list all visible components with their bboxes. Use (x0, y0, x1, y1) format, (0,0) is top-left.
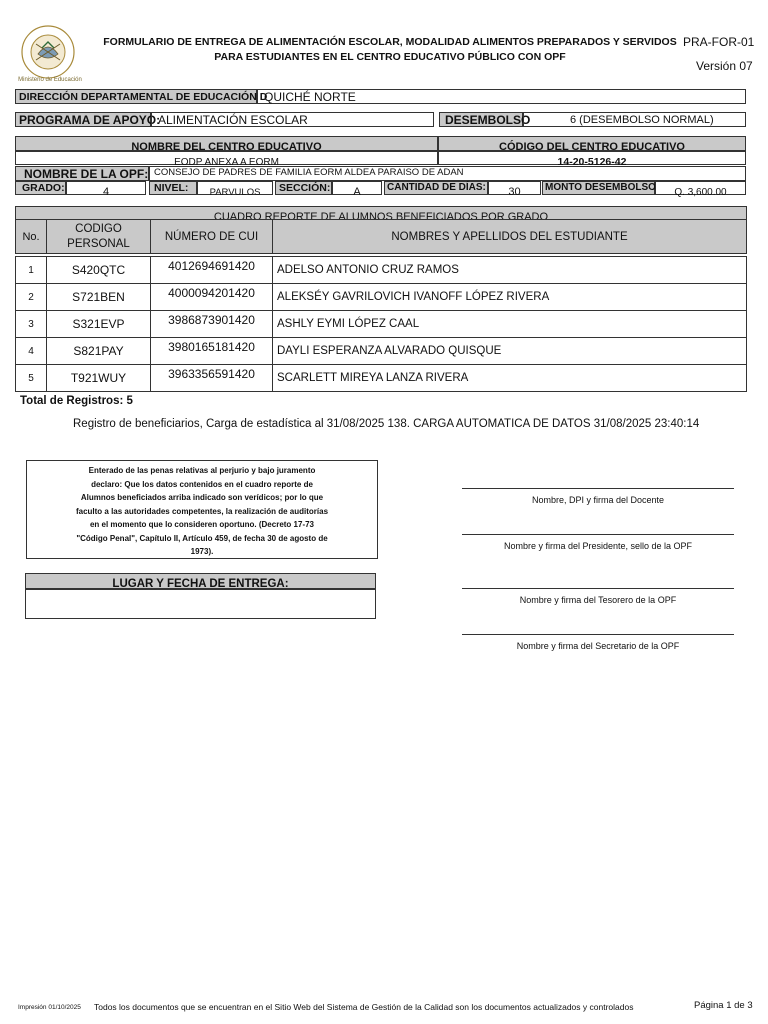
col-nombre-header: NOMBRES Y APELLIDOS DEL ESTUDIANTE (273, 220, 747, 254)
programa-value: ALIMENTACIÓN ESCOLAR (158, 113, 308, 127)
desembolso-value: 6 (DESEMBOLSO NORMAL) (570, 114, 714, 126)
dias-label-box (384, 181, 488, 195)
registro-carga-note: Registro de beneficiarios, Carga de estadística al 31/08/2025 138. CARGA AUTOMATICA DE DATOS 31/08/2025 23:40:14 (73, 418, 700, 430)
opf-value: CONSEJO DE PADRES DE FAMILIA EORM ALDEA PARAISO DE ADAN (154, 167, 464, 178)
dias-label: CANTIDAD DE DÍAS: (387, 182, 486, 193)
opf-value-box (149, 166, 746, 181)
row-nombre: SCARLETT MIREYA LANZA RIVERA (273, 365, 747, 392)
col-codigo-line1: CODIGO (75, 222, 122, 235)
monto-label: MONTO DESEMBOLSO (545, 182, 656, 193)
seccion-label: SECCIÓN: (279, 182, 331, 194)
firma-presidente-line (462, 534, 734, 535)
nivel-label: NIVEL: (154, 182, 189, 194)
row-no: 5 (16, 365, 47, 392)
form-version: Versión 07 (696, 59, 753, 73)
opf-label-box (15, 166, 149, 181)
entrega-label-box (25, 573, 376, 589)
declaracion-box (26, 460, 378, 559)
row-no: 3 (16, 311, 47, 338)
col-cui-header: NÚMERO DE CUI (151, 220, 273, 254)
declaracion-line: faculto a las autoridades competentes, la realización de auditorías (75, 506, 329, 516)
grado-value: 4 (102, 186, 110, 198)
programa-value-box (151, 112, 434, 127)
entrega-label: LUGAR Y FECHA DE ENTREGA: (112, 578, 289, 590)
table-row (16, 257, 747, 284)
table-header-row (16, 220, 747, 254)
form-code: PRA-FOR-01 (683, 35, 755, 49)
firma-presidente-label: Nombre y firma del Presidente, sello de la OPF (503, 541, 693, 551)
row-nombre: ADELSO ANTONIO CRUZ RAMOS (273, 257, 747, 284)
col-codigo-line2: PERSONAL (67, 237, 130, 250)
firma-secretario-line (462, 634, 734, 635)
centro-codigo-value-box (438, 151, 746, 168)
row-no: 1 (16, 257, 47, 284)
form-title-line1: FORMULARIO DE ENTREGA DE ALIMENTACIÓN ESCOLAR, MODALIDAD ALIMENTOS PREPARADOS Y SERVIDOS (103, 36, 677, 48)
col-codigo-header (47, 220, 151, 254)
seccion-value-box (332, 181, 382, 198)
centro-nombre-header (15, 136, 438, 151)
firma-docente-label: Nombre, DPI y firma del Docente (531, 495, 665, 505)
total-registros: Total de Registros: 5 (20, 395, 133, 407)
declaracion-line: declaro: Que los datos contenidos en el cuadro reporte de (91, 479, 313, 489)
table-row (16, 311, 747, 338)
row-nombre: DAYLI ESPERANZA ALVARADO QUISQUE (273, 338, 747, 365)
footer-impresion: Impresión 01/10/2025 (18, 1004, 81, 1011)
opf-label: NOMBRE DE LA OPF: (24, 167, 149, 181)
row-codigo: S721BEN (47, 284, 151, 311)
declaracion-line: "Código Penal", Capítulo II, Artículo 459, de fecha 30 de agosto de (76, 533, 328, 543)
centro-nombre-label: NOMBRE DEL CENTRO EDUCATIVO (131, 141, 322, 153)
desembolso-label-box (439, 112, 531, 127)
firma-tesorero-label: Nombre y firma del Tesorero de la OPF (519, 595, 677, 605)
row-cui: 3980165181420 (151, 338, 273, 365)
row-cui: 4012694691420 (151, 257, 273, 284)
row-codigo: S420QTC (47, 257, 151, 284)
table-row (16, 365, 747, 392)
table-row (16, 284, 747, 311)
grado-value-box (66, 181, 146, 198)
beneficiarios-table (15, 219, 747, 392)
firma-docente-line (462, 488, 734, 489)
row-codigo: T921WUY (47, 365, 151, 392)
declaracion-line: Alumnos beneficiados arriba indicado son verídicos; por lo que (80, 493, 324, 502)
nivel-label-box (149, 181, 197, 195)
centro-nombre-value-box (15, 151, 438, 168)
programa-label: PROGRAMA DE APOYO: (19, 113, 161, 127)
centro-codigo-header (438, 136, 746, 151)
monto-value: Q. 3,600.00 (674, 187, 727, 198)
row-cui: 3963356591420 (151, 365, 273, 392)
declaracion-line: Enterado de las penas relativas al perjurio y bajo juramento (88, 466, 316, 475)
dias-value: 30 (508, 186, 521, 198)
grado-label-box (15, 181, 66, 195)
direccion-value-box (257, 89, 746, 104)
desembolso-label: DESEMBOLSO (445, 113, 531, 127)
firma-tesorero-line (462, 588, 734, 589)
table-row (16, 338, 747, 365)
row-codigo: S321EVP (47, 311, 151, 338)
entrega-value-box[interactable] (25, 589, 376, 619)
direccion-label-box (15, 89, 268, 104)
row-no: 4 (16, 338, 47, 365)
cuadro-title: CUADRO REPORTE DE ALUMNOS BENEFICIADOS POR GRADO (213, 211, 549, 223)
row-cui: 3986873901420 (151, 311, 273, 338)
footer-pagina: Página 1 de 3 (694, 1000, 753, 1011)
form-title-line2: PARA ESTUDIANTES EN EL CENTRO EDUCATIVO PÚBLICO CON OPF (214, 51, 566, 63)
cuadro-title-box (15, 206, 747, 223)
direccion-label: DIRECCIÓN DEPARTAMENTAL DE EDUCACIÓN D (19, 91, 268, 103)
firma-secretario-label: Nombre y firma del Secretario de la OPF (516, 641, 680, 651)
desembolso-value-box (523, 112, 746, 127)
dias-value-box (488, 181, 541, 198)
row-no: 2 (16, 284, 47, 311)
programa-label-box (15, 112, 161, 127)
seccion-value: A (353, 186, 361, 198)
nivel-value-box (197, 181, 273, 198)
row-nombre: ALEKSÉY GAVRILOVICH IVANOFF LÓPEZ RIVERA (273, 284, 747, 311)
row-codigo: S821PAY (47, 338, 151, 365)
declaracion-line: 1973). (190, 547, 214, 556)
row-cui: 4000094201420 (151, 284, 273, 311)
direccion-value: QUICHÉ NORTE (264, 90, 356, 104)
declaracion-line: en el momento que lo consideren oportuno. (Decreto 17-73 (89, 520, 315, 529)
monto-label-box (542, 181, 655, 195)
centro-nombre-value: EODP ANEXA A EORM (174, 157, 279, 168)
row-nombre: ASHLY EYMI LÓPEZ CAAL (273, 311, 747, 338)
centro-codigo-label: CÓDIGO DEL CENTRO EDUCATIVO (499, 141, 685, 153)
monto-value-box (655, 181, 746, 198)
seccion-label-box (275, 181, 332, 195)
col-no-header: No. (16, 220, 47, 254)
footer-nota: Todos los documentos que se encuentran en el Sitio Web del Sistema de Gestión de la Calidad son los documentos actualizados y controlados (94, 1002, 634, 1012)
grado-label: GRADO: (22, 182, 65, 194)
nivel-value: PARVULOS (209, 187, 261, 198)
ministry-caption: Ministerio de Educación (18, 77, 82, 83)
centro-codigo-value: 14-20-5126-42 (557, 156, 627, 168)
